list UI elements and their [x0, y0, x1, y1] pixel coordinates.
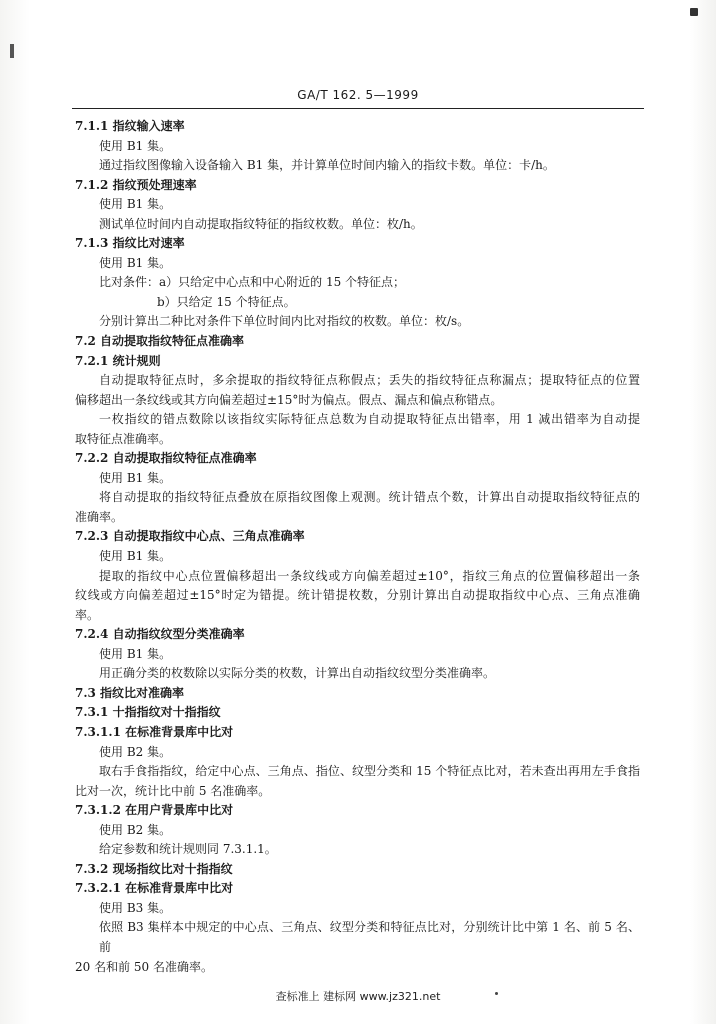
paragraph-line: 使用 B1 集。 [99, 470, 172, 485]
paragraph-line: 通过指纹图像输入设备输入 B1 集，并计算单位时间内输入的指纹卡数。单位：卡/h。 [99, 158, 555, 173]
paragraph-line: 准确率。 [75, 509, 124, 524]
paragraph-line: 用正确分类的枚数除以实际分类的枚数，计算出自动指纹纹型分类准确率。 [99, 666, 496, 681]
scan-edge-mark [10, 44, 14, 58]
section-heading: 7.1.2 指纹预处理速率 [75, 177, 197, 192]
document-body [75, 117, 640, 977]
section-heading: 7.1.3 指纹比对速率 [75, 236, 185, 251]
paragraph-line: 一枚指纹的错点数除以该指纹实际特征点总数为自动提取特征点出错率，用 1 减出错率为自动提 [99, 412, 640, 427]
section-heading: 7.3.1.1 在标准背景库中比对 [75, 724, 234, 739]
paragraph-line: 取右手食指指纹，给定中心点、三角点、指位、纹型分类和 15 个特征点比对，若未查出再用左手食指 [99, 764, 640, 779]
section-heading: 7.2.1 统计规则 [75, 353, 161, 368]
paragraph-line: b）只给定 15 个特征点。 [157, 294, 296, 309]
section-heading: 7.3 指纹比对准确率 [75, 685, 185, 700]
paragraph-line: 使用 B2 集。 [99, 822, 172, 837]
paragraph-line: 分别计算出二种比对条件下单位时间内比对指纹的枚数。单位：枚/s。 [99, 314, 470, 329]
paragraph-line: 使用 B1 集。 [99, 197, 172, 212]
paragraph-line: 20 名和前 50 名准确率。 [75, 959, 213, 974]
paragraph-line: 偏移超出一条纹线或其方向偏差超过±15°时为偏点。假点、漏点和偏点称错点。 [75, 392, 503, 407]
section-heading: 7.3.2 现场指纹比对十指指纹 [75, 861, 233, 876]
header-rule [72, 108, 644, 109]
paragraph-line: 给定参数和统计规则同 7.3.1.1。 [99, 842, 277, 857]
section-heading: 7.2.2 自动提取指纹特征点准确率 [75, 451, 257, 466]
paragraph-line: 测试单位时间内自动提取指纹特征的指纹枚数。单位：枚/h。 [99, 216, 423, 231]
scan-speck [495, 992, 498, 995]
scan-corner-mark [690, 8, 698, 16]
section-heading: 7.3.1 十指指纹对十指指纹 [75, 705, 221, 720]
paragraph-line: 使用 B3 集。 [99, 900, 172, 915]
section-heading: 7.2 自动提取指纹特征点准确率 [75, 334, 245, 349]
paragraph-line: 使用 B1 集。 [99, 646, 172, 661]
paragraph-line: 纹线或方向偏差超过±15°时定为错提。统计错提枚数，分别计算出自动提取指纹中心点、三角点准确 [75, 588, 640, 603]
paragraph-line: 使用 B1 集。 [99, 138, 172, 153]
footer-watermark: 查标准上 建标网 www.jz321.net [275, 990, 441, 1003]
paragraph-line: 自动提取特征点时，多余提取的指纹特征点称假点；丢失的指纹特征点称漏点；提取特征点的位置 [99, 373, 640, 388]
section-heading: 7.3.1.2 在用户背景库中比对 [75, 803, 234, 818]
section-heading: 7.1.1 指纹输入速率 [75, 119, 185, 133]
paragraph-line: 比对条件：a）只给定中心点和中心附近的 15 个特征点； [99, 275, 406, 290]
standard-code-header: GA/T 162. 5—1999 [297, 88, 419, 102]
section-heading: 7.3.2.1 在标准背景库中比对 [75, 881, 234, 896]
paragraph-line: 比对一次，统计比中前 5 名准确率。 [75, 783, 271, 798]
paragraph-line: 提取的指纹中心点位置偏移超出一条纹线或方向偏差超过±10°，指纹三角点的位置偏移超出一条 [99, 568, 640, 583]
paragraph-line: 使用 B2 集。 [99, 744, 172, 759]
paragraph-line: 将自动提取的指纹特征点叠放在原指纹图像上观测。统计错点个数，计算出自动提取指纹特征点的 [99, 490, 640, 505]
paragraph-line: 使用 B1 集。 [99, 255, 172, 270]
section-heading: 7.2.4 自动指纹纹型分类准确率 [75, 627, 245, 642]
paragraph-line: 依照 B3 集样本中规定的中心点、三角点、纹型分类和特征点比对，分别统计比中第 1 名、前 5 名、前 [99, 920, 640, 954]
paragraph-line: 率。 [75, 607, 100, 622]
paragraph-line: 使用 B1 集。 [99, 549, 172, 564]
section-heading: 7.2.3 自动提取指纹中心点、三角点准确率 [75, 529, 305, 544]
paragraph-line: 取特征点准确率。 [75, 431, 172, 446]
